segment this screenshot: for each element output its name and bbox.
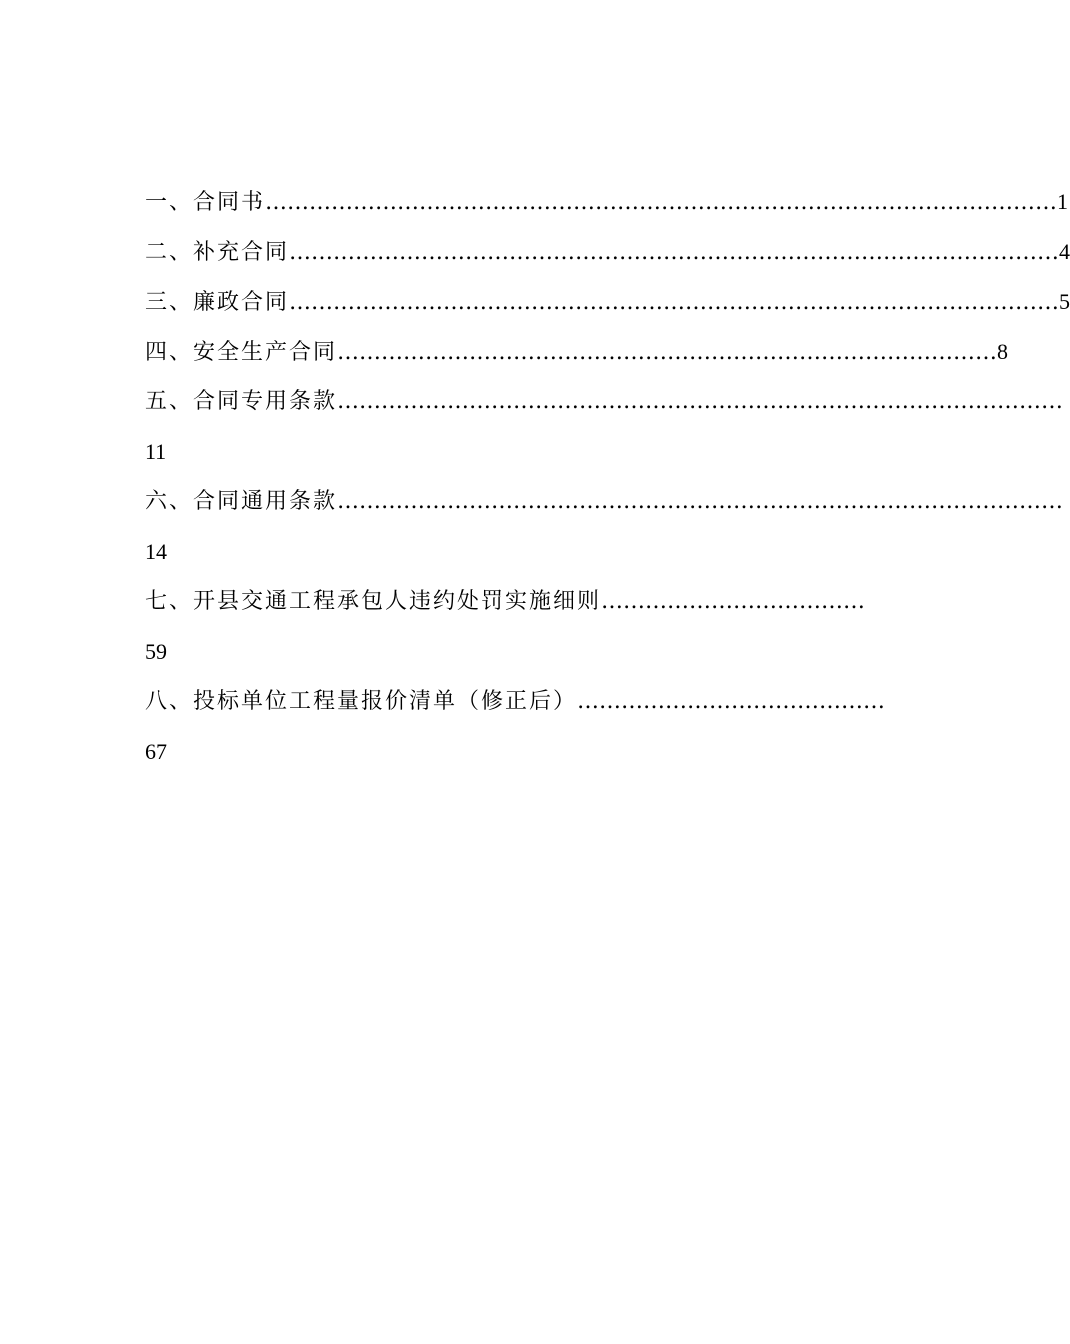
- toc-leader-dots: ………………………………: [601, 589, 866, 614]
- toc-entry-5-page[interactable]: [145, 427, 805, 477]
- toc-entry-2[interactable]: [145, 227, 1070, 277]
- toc-entry-6[interactable]: [145, 477, 1064, 527]
- toc-leader-dots: ………………………………………………………………………………: [337, 340, 998, 365]
- toc-entry-title: 八、投标单位工程量报价清单（修正后）: [145, 689, 578, 714]
- toc-entry-title: 三、廉政合同: [145, 290, 290, 315]
- toc-entry-title: 五、合同专用条款: [145, 389, 338, 414]
- toc-leader-dots: ………………………………………………………………………………………: [337, 489, 1064, 514]
- toc-entry-title: 四、安全生产合同: [145, 340, 338, 365]
- toc-entry-title: 六、合同通用条款: [145, 489, 338, 514]
- toc-leader-dots: ……………………………………………………………………………………………: [289, 240, 1060, 265]
- toc-entry-7-page[interactable]: [145, 627, 805, 677]
- toc-entry-8-page[interactable]: [145, 727, 805, 777]
- toc-page-number: 67: [145, 739, 167, 764]
- toc-page-number: 4: [1059, 239, 1070, 264]
- toc-page-number: 14: [145, 539, 167, 564]
- toc-leader-dots: ……………………………………………………………………………………………: [289, 290, 1060, 315]
- toc-page-number: 59: [145, 639, 167, 664]
- toc-page-number: 1: [1057, 189, 1069, 214]
- toc-entry-8[interactable]: [145, 677, 886, 727]
- toc-entry-title: 一、合同书: [145, 190, 266, 215]
- toc-page-number: 5: [1059, 289, 1070, 314]
- toc-page-number: 8: [997, 339, 1009, 364]
- toc-entry-3[interactable]: [145, 277, 1070, 327]
- toc-entry-4[interactable]: [145, 327, 1009, 377]
- toc-entry-title: 二、补充合同: [145, 240, 290, 265]
- toc-leader-dots: ………………………………………………………………………………………: [337, 389, 1064, 414]
- toc-entry-title: 七、开县交通工程承包人违约处罚实施细则: [145, 589, 602, 614]
- toc-entry-1[interactable]: [145, 177, 1069, 227]
- toc-entry-6-page[interactable]: [145, 527, 805, 577]
- toc-leader-dots: ……………………………………: [577, 689, 886, 714]
- table-of-contents: [145, 177, 1070, 777]
- toc-leader-dots: ………………………………………………………………………………………………: [265, 190, 1058, 215]
- toc-page-number: 11: [145, 439, 167, 464]
- toc-entry-7[interactable]: [145, 577, 866, 627]
- toc-entry-5[interactable]: [145, 377, 1064, 427]
